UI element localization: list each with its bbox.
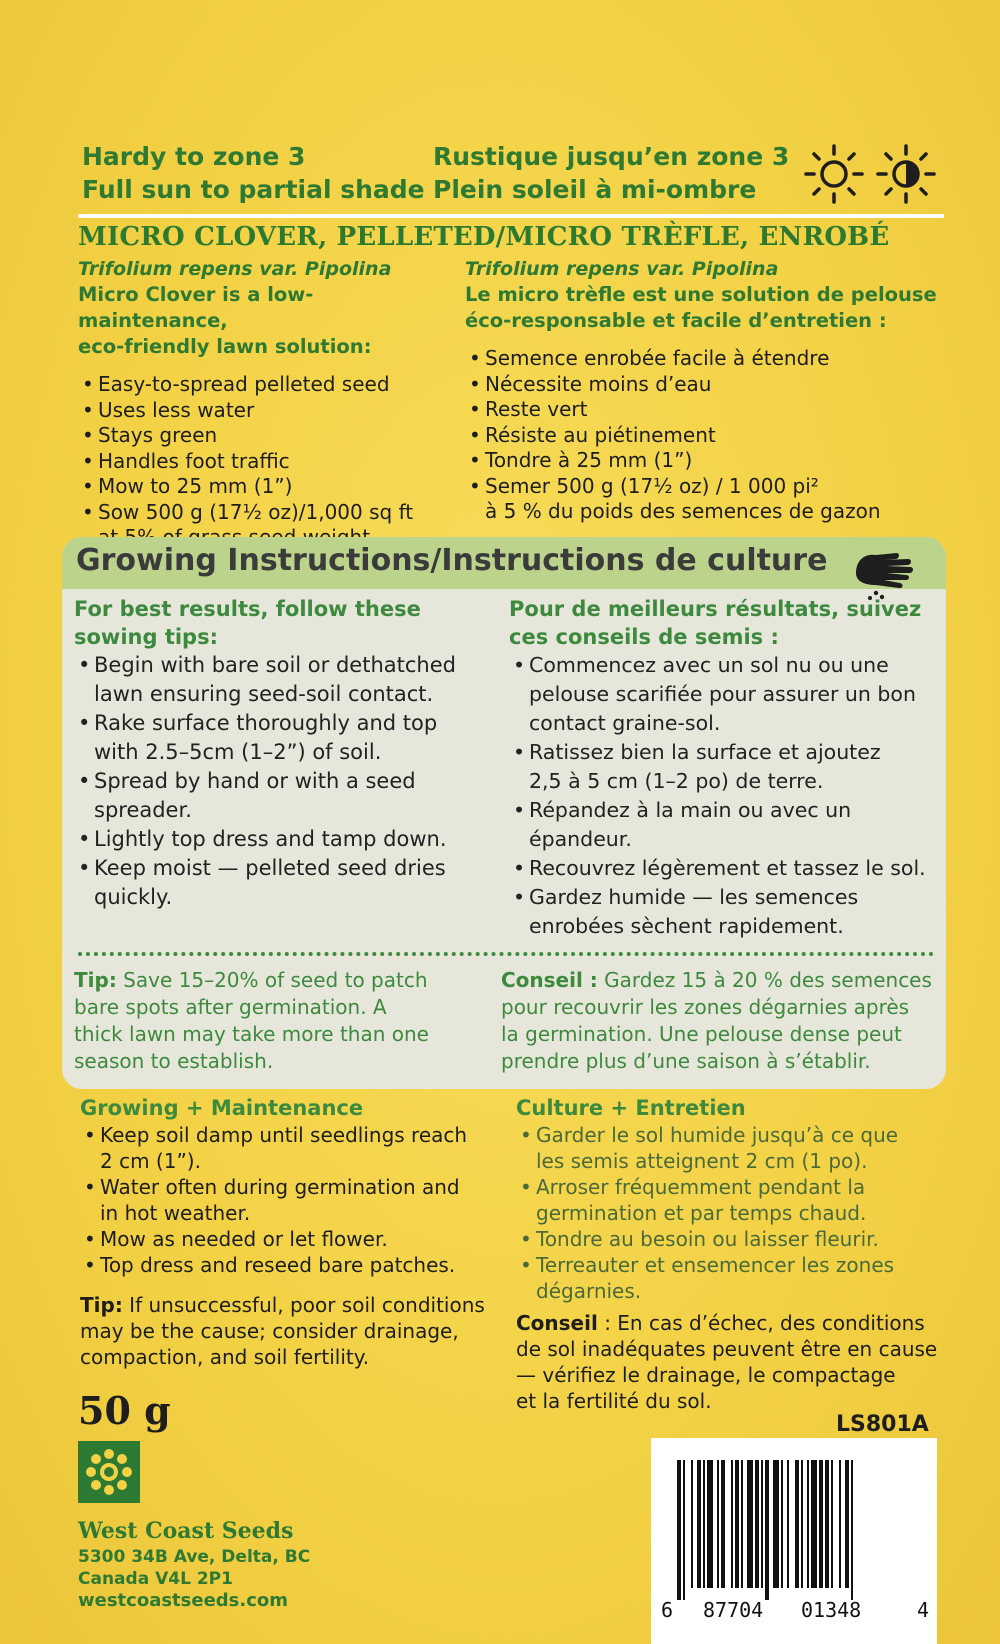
growing-instructions-panel [62, 537, 946, 1089]
net-weight: 50 g [78, 1388, 171, 1433]
barcode-icon [677, 1460, 913, 1600]
list-item: • Top dress and reseed bare patches. [80, 1252, 500, 1278]
list-item: • Terreauter et ensemencer les zones dégarnies. [516, 1252, 946, 1304]
sun-fr: Plein soleil à mi-ombre [433, 175, 757, 204]
tip2-fr: Conseil : En cas d’échec, des conditions de sol inadéquates peuvent être en cause — vérifiez le drainage, le compactage et la fertilité du sol. [516, 1311, 938, 1413]
list-item: • Semence enrobée facile à étendre [465, 346, 945, 372]
list-item: • Résiste au piétinement [465, 423, 945, 449]
sun-en: Full sun to partial shade [82, 175, 425, 204]
product-en [78, 256, 448, 551]
maintenance-en [80, 1095, 500, 1370]
list-item: • Lightly top dress and tamp down. [74, 825, 474, 854]
sunflower-logo-icon [78, 1441, 142, 1507]
list-item: • Keep soil damp until seedlings reach 2 cm (1”). [80, 1122, 500, 1174]
company-name: West Coast Seeds [78, 1518, 294, 1544]
barcode-box [651, 1438, 937, 1644]
list-item: • Mow to 25 mm (1”) [78, 474, 448, 500]
maintenance-fr [516, 1095, 946, 1414]
list-item: • Recouvrez légèrement et tassez le sol. [509, 854, 939, 883]
list-item: • Keep moist — pelleted seed dries quickly. [74, 854, 474, 912]
hand-sowing-icon [850, 543, 916, 601]
list-item: • Commencez avec un sol nu ou une pelouse scarifiée pour assurer un bon contact graine-sol. [509, 651, 939, 738]
product-title: MICRO CLOVER, PELLETED/MICRO TRÈFLE, ENROBÉ [78, 222, 890, 252]
intro-en: Micro Clover is a low-maintenance, eco-friendly lawn solution: [78, 283, 372, 358]
list-item: • Arroser fréquemment pendant la germination et par temps chaud. [516, 1174, 946, 1226]
sowing-steps-fr [509, 651, 939, 941]
tip2-en: Tip: If unsuccessful, poor soil conditions may be the cause; consider drainage, compaction, and soil fertility. [80, 1293, 485, 1369]
list-item: • Uses less water [78, 398, 448, 424]
tip-fr: Conseil : Gardez 15 à 20 % des semences pour recouvrir les zones dégarnies après la germination. Une pelouse dense peut prendre plus d’une saison à s’établir. [501, 968, 932, 1073]
list-item: • Spread by hand or with a seed spreader. [74, 767, 474, 825]
product-fr [465, 256, 945, 525]
list-item: • Gardez humide — les semences enrobées sèchent rapidement. [509, 883, 939, 941]
header-divider [78, 214, 944, 218]
list-item: • Begin with bare soil or dethatched lawn ensuring seed-soil contact. [74, 651, 474, 709]
list-item: • Garder le sol humide jusqu’à ce que les semis atteignent 2 cm (1 po). [516, 1122, 946, 1174]
maintenance-list-en [80, 1122, 500, 1278]
maintenance-title-fr: Culture + Entretien [516, 1096, 746, 1120]
zone-fr: Rustique jusqu’en zone 3 [433, 142, 790, 171]
list-item: • Water often during germination and in hot weather. [80, 1174, 500, 1226]
maintenance-list-fr [516, 1122, 946, 1304]
list-item: • Semer 500 g (17½ oz) / 1 000 pi² à 5 % du poids des semences de gazon [465, 474, 945, 525]
barcode-digit-last: 4 [917, 1598, 930, 1622]
zone-en: Hardy to zone 3 [82, 142, 306, 171]
dotted-divider [78, 952, 934, 956]
barcode-digits-left: 87704 [703, 1598, 764, 1622]
sowing-subtitle-en: For best results, follow these sowing tips: [74, 597, 421, 649]
company-address: 5300 34B Ave, Delta, BC Canada V4L 2P1 westcoastseeds.com [78, 1547, 311, 1611]
barcode-digit-first: 6 [661, 1598, 674, 1622]
list-item: • Reste vert [465, 397, 945, 423]
list-item: • Stays green [78, 423, 448, 449]
list-item: • Mow as needed or let flower. [80, 1226, 500, 1252]
list-item: • Handles foot traffic [78, 449, 448, 475]
list-item: • Ratissez bien la surface et ajoutez 2,5 à 5 cm (1–2 po) de terre. [509, 738, 939, 796]
list-item: • Easy-to-spread pelleted seed [78, 372, 448, 398]
panel-header [62, 537, 946, 589]
maintenance-title-en: Growing + Maintenance [80, 1096, 364, 1120]
features-list-fr [465, 346, 945, 525]
product-code: LS801A [836, 1412, 929, 1437]
list-item: • Rake surface thoroughly and top with 2.5–5cm (1–2”) of soil. [74, 709, 474, 767]
list-item: • Tondre au besoin ou laisser fleurir. [516, 1226, 946, 1252]
latin-name-fr: Trifolium repens var. Pipolina [465, 258, 779, 280]
partial-shade-icon [874, 142, 938, 206]
list-item: • Nécessite moins d’eau [465, 372, 945, 398]
full-sun-icon [802, 142, 866, 206]
intro-fr: Le micro trèfle est une solution de pelouse éco-responsable et facile d’entretien : [465, 283, 937, 332]
sowing-subtitle-fr: Pour de meilleurs résultats, suivez ces conseils de semis : [509, 597, 922, 649]
features-list-en [78, 372, 448, 551]
panel-title: Growing Instructions/Instructions de culture [76, 543, 828, 578]
tip-en: Tip: Save 15–20% of seed to patch bare spots after germination. A thick lawn may take more than one season to establish. [74, 968, 429, 1073]
barcode-digits-right: 01348 [801, 1598, 862, 1622]
latin-name-en: Trifolium repens var. Pipolina [78, 258, 392, 280]
website-link[interactable]: westcoastseeds.com [78, 1590, 289, 1611]
list-item: • Sow 500 g (17½ oz)/1,000 sq ft [78, 500, 448, 551]
sowing-steps-en [74, 651, 474, 912]
list-item: • Répandez à la main ou avec un épandeur. [509, 796, 939, 854]
list-item: • Tondre à 25 mm (1”) [465, 448, 945, 474]
